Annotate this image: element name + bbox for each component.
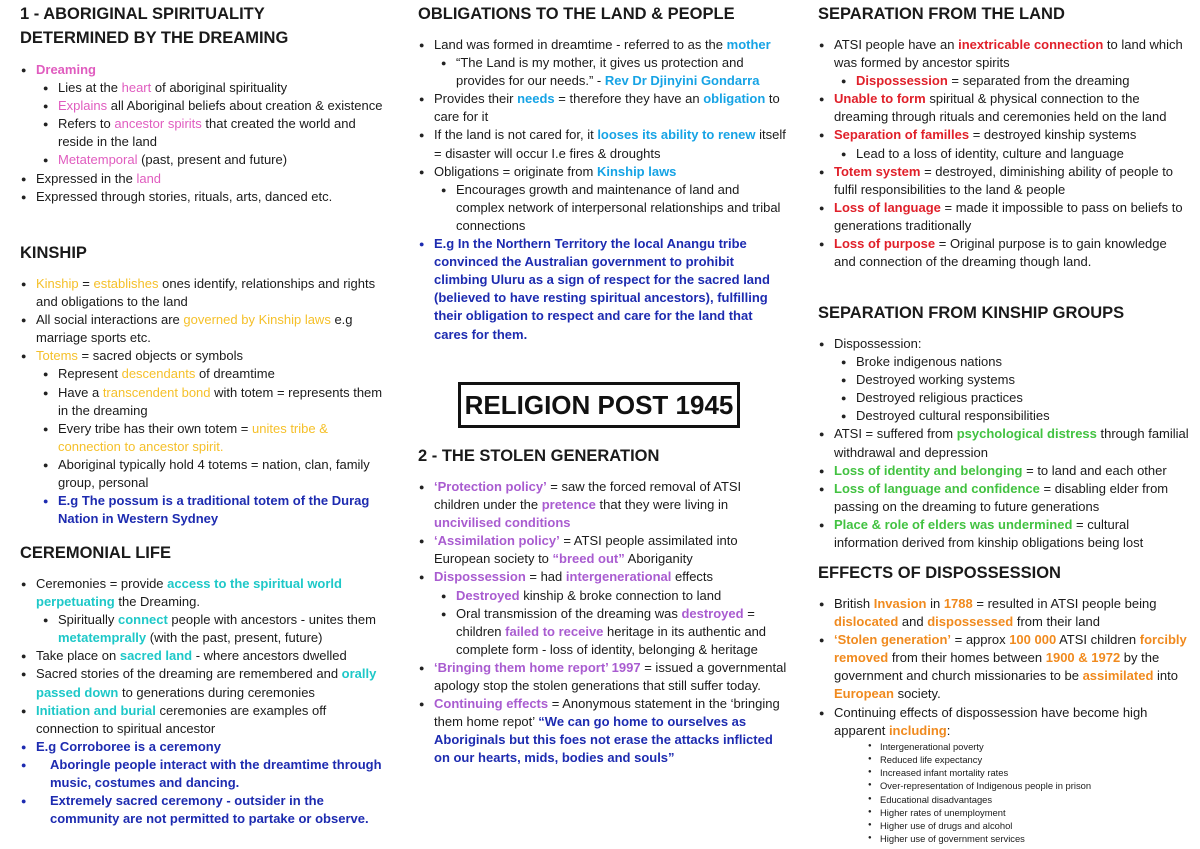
list-item: ● Kinship = establishes ones identify, relationships and rights and obligations to the land [20,275,392,311]
list-item: ● Aboriginal typically hold 4 totems = nation, clan, family group, personal [20,456,392,492]
list-item: ● Destroyed cultural responsibilities [818,407,1190,425]
list-item: ● ‘Bringing them home report’ 1997 = issued a governmental apology stop the stolen generations that still suffer today. [418,659,790,695]
list-item: ● Higher use of drugs and alcohol [818,819,1190,832]
list-item: ● Obligations = originate from Kinship laws [418,163,790,181]
list-item: ● Land was formed in dreamtime - referred to as the mother [418,36,790,54]
list-item: ● Sacred stories of the dreaming are remembered and orally passed down to generations during ceremonies [20,665,392,701]
section-spirituality [20,2,392,206]
list-item: ● Destroyed working systems [818,371,1190,389]
list-item: ● Higher use of government services [818,832,1190,845]
list-item: ● Destroyed religious practices [818,389,1190,407]
list-item: ● “The Land is my mother, it gives us protection and provides for our needs.” - Rev Dr Djinyini Gondarra [418,54,790,90]
list-item: ● Provides their needs = therefore they have an obligation to care for it [418,90,790,126]
list-item: ● British Invasion in 1788 = resulted in ATSI people being dislocated and dispossessed from their land [818,595,1190,631]
list-item: ● E.g Corroboree is a ceremony [20,738,392,756]
list-item: ● Continuing effects of dispossession have become high apparent including: [818,704,1190,740]
list-item: ● Separation of familles = destroyed kinship systems [818,126,1190,144]
list-item: ● Expressed through stories, rituals, arts, danced etc. [20,188,392,206]
list-item: ● Take place on sacred land - where ancestors dwelled [20,647,392,665]
section-title: SEPARATION FROM KINSHIP GROUPS [818,304,1125,322]
list-item: ● Loss of language and confidence = disabling elder from passing on the dreaming to future generations [818,480,1190,516]
list-item: ● All social interactions are governed by Kinship laws e.g marriage sports etc. [20,311,392,347]
section-title: CEREMONIAL LIFE [20,544,171,562]
list-item: ● Dreaming [20,61,392,79]
list-item: ● Initiation and burial ceremonies are examples off connection to spiritual ancestor [20,702,392,738]
list-item: ● E.g In the Northern Territory the local Anangu tribe convinced the Australian government to prohibit climbing Uluru as a sign of respect for the sacred land (believed to have resting spiritual ancestors), fulfilling their obligation to respect and care for the land that cares for them. [418,235,790,344]
list-item: ● Higher rates of unemployment [818,806,1190,819]
section-separation-from-land [818,2,1190,271]
list-item: ● Explains all Aboriginal beliefs about creation & existence [20,97,392,115]
section-ceremonial-life [20,541,392,828]
list-item: ● Unable to form spiritual & physical connection to the dreaming through rituals and ceremonies held on the land [818,90,1190,126]
list-item: ● Lead to a loss of identity, culture and language [818,145,1190,163]
list-item: ● Loss of identity and belonging = to land and each other [818,462,1190,480]
list-item: ● Over-representation of Indigenous people in prison [818,779,1190,792]
list-item: ● Dispossession = had intergenerational effects [418,568,790,586]
list-item: ● Destroyed kinship & broke connection to land [418,587,790,605]
list-item: ● Encourages growth and maintenance of land and complex network of interpersonal relationships and tribal connections [418,181,790,235]
section-title: KINSHIP [20,244,87,262]
section-kinship [20,241,392,528]
list-item: ● Loss of purpose = Original purpose is to gain knowledge and connection of the dreaming though land. [818,235,1190,271]
list-item: ● Ceremonies = provide access to the spiritual world perpetuating the Dreaming. [20,575,392,611]
list-item: ● Dispossession = separated from the dreaming [818,72,1190,90]
list-item: ● Aboringle people interact with the dreamtime through music, costumes and dancing. [20,756,392,792]
list-item: ● ATSI people have an inextricable connection to land which was formed by ancestor spirits [818,36,1190,72]
section-stolen-generation [418,444,790,768]
list-item: ● Reduced life expectancy [818,753,1190,766]
list-item: ● If the land is not cared for, it looses its ability to renew itself = disaster will occur I.e fires & droughts [418,126,790,162]
list-item: ● Loss of language = made it impossible to pass on beliefs to generations traditionally [818,199,1190,235]
list-item: ● ‘Protection policy’ = saw the forced removal of ATSI children under the pretence that they were living in uncivilised conditions [418,478,790,532]
list-item: ● Metatemporal (past, present and future) [20,151,392,169]
list-item: ● Refers to ancestor spirits that created the world and reside in the land [20,115,392,151]
section-title: OBLIGATIONS TO THE LAND & PEOPLE [418,5,735,23]
bullet-list [418,36,790,344]
list-item: ● Represent descendants of dreamtime [20,365,392,383]
bullet-list [20,575,392,828]
bullet-list [20,61,392,206]
list-item: ● Have a transcendent bond with totem = represents them in the dreaming [20,384,392,420]
list-item: ● Lies at the heart of aboriginal spirituality [20,79,392,97]
section-separation-from-kinship [818,301,1190,553]
list-item: ● Every tribe has their own totem = unites tribe & connection to ancestor spirit. [20,420,392,456]
bullet-list [818,36,1190,271]
bullet-list [418,478,790,768]
list-item: ● Educational disadvantages [818,793,1190,806]
list-item: ● E.g The possum is a traditional totem of the Durag Nation in Western Sydney [20,492,392,528]
list-item: ● ‘Assimilation policy’ = ATSI people assimilated into European society to “breed out” Aboriganity [418,532,790,568]
list-item: ● Expressed in the land [20,170,392,188]
list-item: ● ATSI = suffered from psychological distress through familial withdrawal and depression [818,425,1190,461]
bullet-list [818,595,1190,845]
section-title: EFFECTS OF DISPOSSESSION [818,564,1061,582]
list-item: ● Dispossession: [818,335,1190,353]
list-item: ● Broke indigenous nations [818,353,1190,371]
list-item: ● Totems = sacred objects or symbols [20,347,392,365]
list-item: ● Extremely sacred ceremony - outsider in the community are not permitted to partake or observe. [20,792,392,828]
section-obligations [418,2,790,344]
list-item: ● Spiritually connect people with ancestors - unites them metatemprally (with the past, present, future) [20,611,392,647]
list-item: ● ‘Stolen generation’ = approx 100 000 ATSI children forcibly removed from their homes between 1900 & 1972 by the government and church missionaries to be assimilated into European society. [818,631,1190,703]
section-title: 2 - THE STOLEN GENERATION [418,447,660,465]
list-item: ● Intergenerational poverty [818,740,1190,753]
section-title: SEPARATION FROM THE LAND [818,5,1065,23]
list-item: ● Totem system = destroyed, diminishing ability of people to fulfil responsibilities to the land & people [818,163,1190,199]
section-effects-of-dispossession [818,561,1190,845]
list-item: ● Continuing effects = Anonymous statement in the ‘bringing them home repot’ “We can go home to ourselves as Aboriginals but this foes not erase the attacks inflicted on our hearts, mids, bodies and souls” [418,695,790,767]
list-item: ● Oral transmission of the dreaming was destroyed = children failed to receive heritage in its authentic and complete form - loss of identity, belonging & heritage [418,605,790,659]
list-item: ● Place & role of elders was undermined = cultural information derived from kinship obligations being lost [818,516,1190,552]
section-title: 1 - ABORIGINAL SPIRITUALITY DETERMINED BY THE DREAMING [20,5,289,47]
bullet-list [818,335,1190,553]
list-item: ● Increased infant mortality rates [818,766,1190,779]
bullet-list [20,275,392,528]
banner-religion-post-1945: RELIGION POST 1945 [458,382,740,428]
